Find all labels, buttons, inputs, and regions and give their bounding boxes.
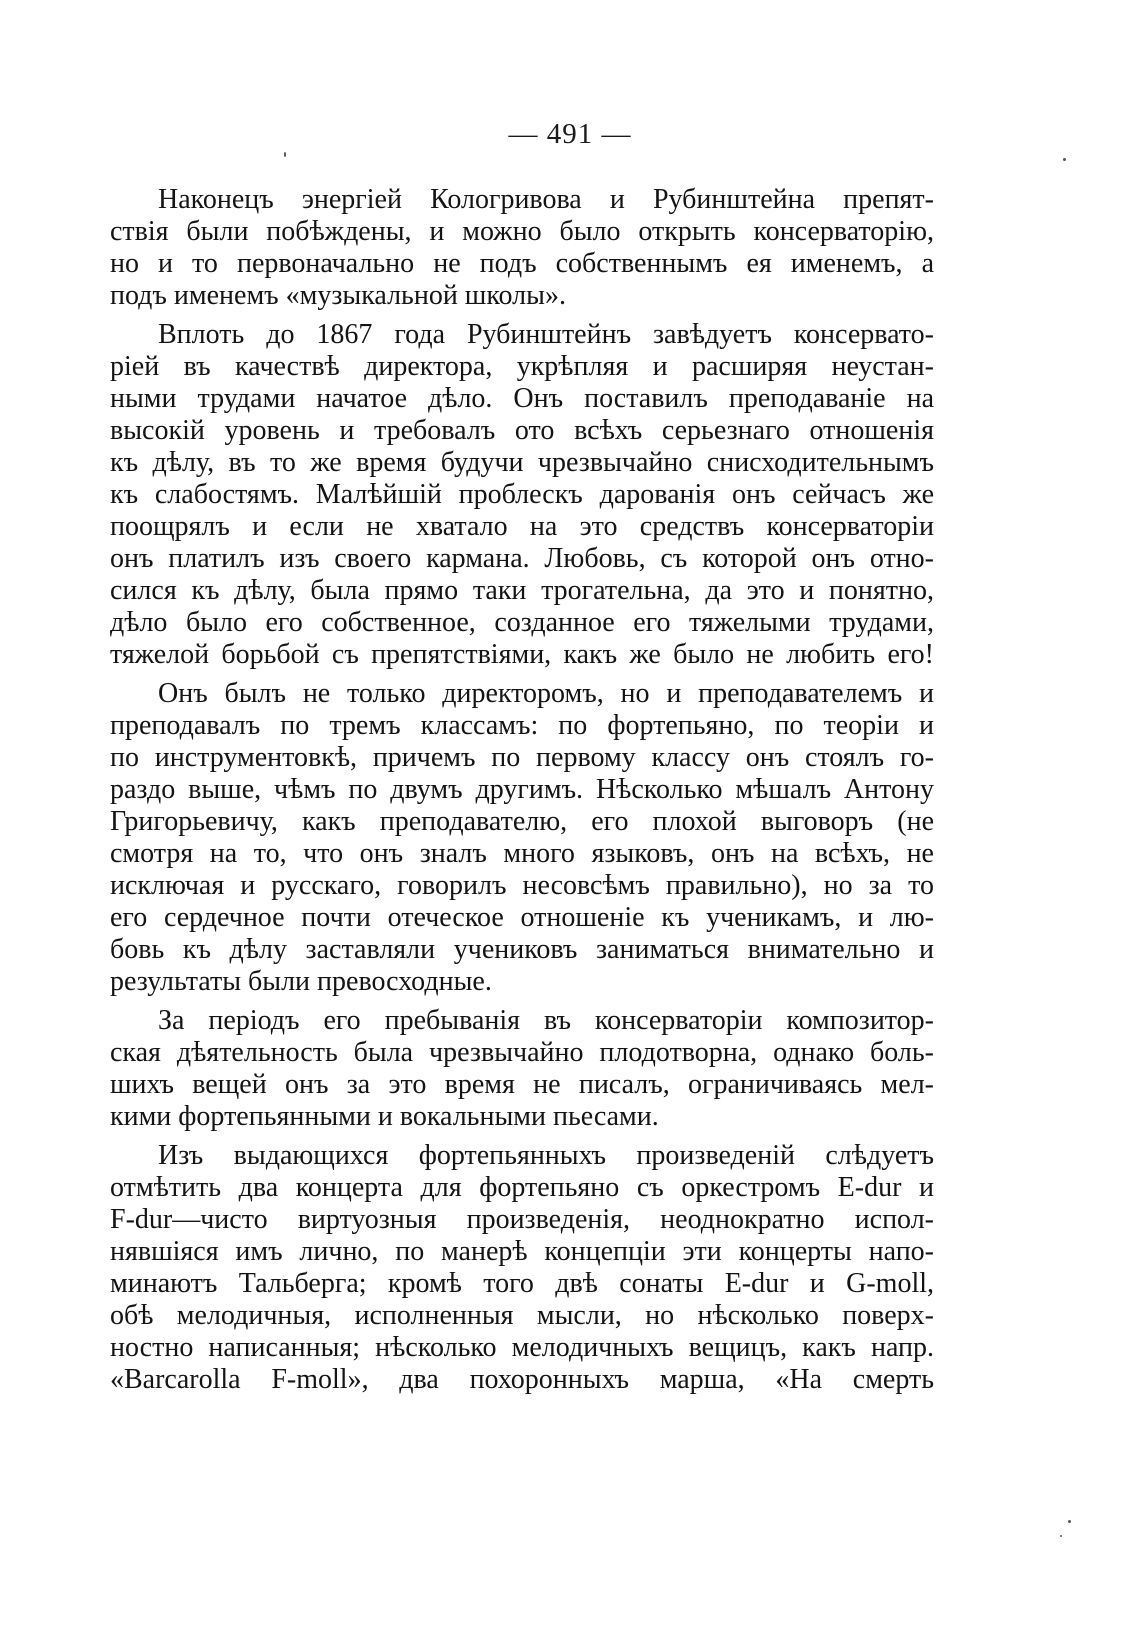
text-line: обѣ мелодичныя, исполненныя мысли, но нѣсколько поверх- bbox=[110, 1300, 934, 1331]
text-line: преподавалъ по тремъ классамъ: по фортепьяно, по теоріи и bbox=[110, 710, 934, 741]
text-line: къ слабостямъ. Малѣйшій проблескъ дарованія онъ сейчасъ же bbox=[110, 479, 934, 510]
text-line: ными трудами начатое дѣло. Онъ поставилъ преподаваніе на bbox=[110, 383, 934, 414]
text-line: смотря на то, что онъ зналъ много языковъ, онъ на всѣхъ, не bbox=[110, 838, 934, 869]
text-line: подъ именемъ «музыкальной школы». bbox=[110, 280, 566, 311]
text-line: Вплоть до 1867 года Рубинштейнъ завѣдуетъ консервато- bbox=[158, 319, 934, 350]
paragraph bbox=[110, 319, 934, 671]
scan-speck bbox=[1063, 158, 1066, 161]
scan-speck bbox=[1068, 1520, 1071, 1523]
text-line: Изъ выдающихся фортепьянныхъ произведеній слѣдуетъ bbox=[158, 1140, 934, 1171]
text-line: сился къ дѣлу, была прямо таки трогательна, да это и понятно, bbox=[110, 575, 934, 606]
text-line: кими фортепьянными и вокальными пьесами. bbox=[110, 1101, 659, 1132]
text-line: ствія были побѣждены, и можно было открыть консерваторію, bbox=[110, 216, 934, 247]
text-line: но и то первоначально не подъ собственнымъ ея именемъ, а bbox=[110, 248, 934, 279]
text-line: «Barcarolla F-moll», два похоронныхъ марша, «На смерть bbox=[110, 1364, 934, 1395]
scan-speck bbox=[1060, 1535, 1062, 1537]
text-line: шихъ вещей онъ за это время не писалъ, ограничиваясь мел- bbox=[110, 1069, 934, 1100]
paragraph bbox=[110, 1140, 934, 1396]
text-line: по инструментовкѣ, причемъ по первому классу онъ стоялъ го- bbox=[110, 742, 934, 773]
paragraph bbox=[110, 678, 934, 998]
text-body bbox=[110, 184, 934, 1396]
text-line: высокій уровень и требовалъ ото всѣхъ серьезнаго отношенія bbox=[110, 415, 934, 446]
text-line: ская дѣятельность была чрезвычайно плодотворна, однако боль- bbox=[110, 1037, 934, 1068]
scan-speck bbox=[284, 152, 286, 157]
text-line: тяжелой борьбой съ препятствіями, какъ же было не любить его! bbox=[110, 639, 934, 670]
text-line: результаты были превосходные. bbox=[110, 966, 492, 997]
text-line: его сердечное почти отеческое отношеніе къ ученикамъ, и лю- bbox=[110, 902, 934, 933]
text-line: отмѣтить два концерта для фортепьяно съ оркестромъ E-dur и bbox=[110, 1172, 934, 1203]
text-line: поощрялъ и если не хватало на это средствъ консерваторіи bbox=[110, 511, 934, 542]
text-line: исключая и русскаго, говорилъ несовсѣмъ правильно), но за то bbox=[110, 870, 934, 901]
text-line: Онъ былъ не только директоромъ, но и преподавателемъ и bbox=[158, 678, 934, 709]
text-line: ностно написанныя; нѣсколько мелодичныхъ вещицъ, какъ напр. bbox=[110, 1332, 934, 1363]
text-line: нявшіяся имъ лично, по манерѣ концепціи эти концерты напо- bbox=[110, 1236, 934, 1267]
text-line: Григорьевичу, какъ преподавателю, его плохой выговоръ (не bbox=[110, 806, 934, 837]
text-line: минаютъ Тальберга; кромѣ того двѣ сонаты E-dur и G-moll, bbox=[110, 1268, 934, 1299]
page-number: — 491 — bbox=[508, 118, 632, 150]
text-line: къ дѣлу, въ то же время будучи чрезвычайно снисходительнымъ bbox=[110, 447, 934, 478]
text-line: дѣло было его собственное, созданное его тяжелыми трудами, bbox=[110, 607, 934, 638]
text-line: Наконецъ энергіей Кологривова и Рубинштейна препят- bbox=[158, 184, 934, 215]
text-line: раздо выше, чѣмъ по двумъ другимъ. Нѣсколько мѣшалъ Антону bbox=[110, 774, 934, 805]
paragraph bbox=[110, 1005, 934, 1133]
text-line: F-dur—чисто виртуозныя произведенія, неоднократно испол- bbox=[110, 1204, 934, 1235]
paragraph bbox=[110, 184, 934, 312]
text-line: онъ платилъ изъ своего кармана. Любовь, съ которой онъ отно- bbox=[110, 543, 934, 574]
text-line: бовь къ дѣлу заставляли учениковъ заниматься внимательно и bbox=[110, 934, 934, 965]
text-line: ріей въ качествѣ директора, укрѣпляя и расширяя неустан- bbox=[110, 351, 934, 382]
text-line: За періодъ его пребыванія въ консерваторіи композитор- bbox=[158, 1005, 934, 1036]
